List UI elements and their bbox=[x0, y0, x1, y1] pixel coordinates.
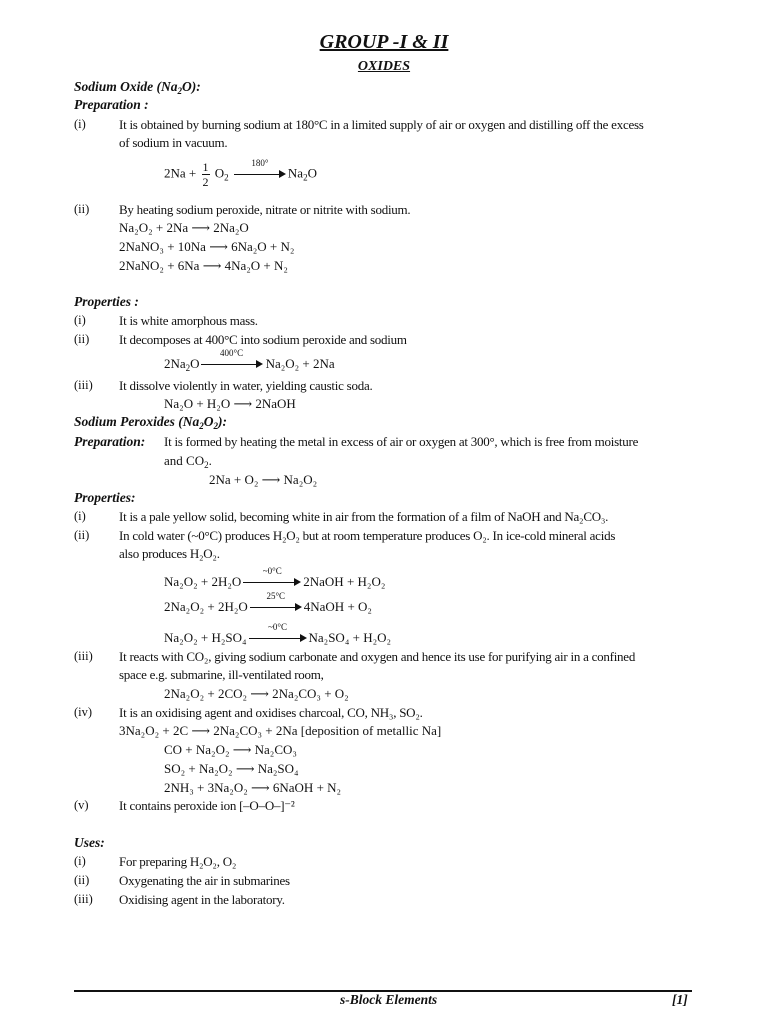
equation: 2NH₃ + 3Na₂O₂ ⟶ 6NaOH + N₂ bbox=[164, 780, 342, 795]
equation: Na₂O₂ + 2Na ⟶ 2Na₂O bbox=[119, 220, 249, 235]
list-number: (i) bbox=[74, 509, 86, 523]
paragraph: It contains peroxide ion [–O–O–]⁻² bbox=[119, 798, 295, 813]
list-number: (i) bbox=[74, 313, 86, 327]
paragraph: It is obtained by burning sodium at 180°C in a limited supply of air or oxygen and distilling off the excess bbox=[119, 117, 644, 132]
equation: Na₂O + H₂O ⟶ 2NaOH bbox=[164, 396, 296, 411]
paragraph: It reacts with CO₂, giving sodium carbonate and oxygen and hence its use for purifying air in a confined bbox=[119, 649, 636, 664]
uses-heading: Uses: bbox=[74, 835, 105, 850]
reaction-arrow: 400°C bbox=[201, 360, 263, 370]
paragraph: For preparing H₂O₂, O₂ bbox=[119, 854, 237, 869]
reaction-arrow: 180° bbox=[234, 170, 286, 180]
page-subtitle: OXIDES bbox=[357, 59, 411, 74]
paragraph: and $CO_2$. bbox=[164, 453, 212, 470]
equation: Na₂O₂ + H₂SO₄ ~0°C Na₂SO₄ + H₂O₂ bbox=[164, 622, 392, 645]
list-number: (iii) bbox=[74, 892, 93, 906]
footer-chapter: s-Block Elements bbox=[340, 992, 438, 1007]
equation: 2Na₂O₂ + 2CO₂ ⟶ 2Na₂CO₃ + O₂ bbox=[164, 686, 349, 701]
list-number: (ii) bbox=[74, 528, 90, 542]
properties-heading: Properties : bbox=[74, 294, 139, 309]
paragraph: of sodium in vacuum. bbox=[119, 135, 228, 150]
list-number: (iv) bbox=[74, 705, 93, 719]
equation: 2Na₂O₂ + 2H₂O 25°C 4NaOH + O₂ bbox=[164, 591, 372, 614]
reaction-arrow: ~0°C bbox=[249, 634, 307, 644]
equation: SO₂ + Na₂O₂ ⟶ Na₂SO₄ bbox=[164, 761, 299, 776]
list-number: (v) bbox=[74, 798, 89, 812]
equation: $2Na_2O$ 400°C Na₂O₂ + 2Na bbox=[164, 348, 335, 373]
paragraph: space e.g. submarine, ill-ventilated room, bbox=[119, 667, 324, 682]
list-number: (i) bbox=[74, 117, 86, 131]
paragraph: also produces H₂O₂. bbox=[119, 546, 220, 561]
paragraph: Oxygenating the air in submarines bbox=[119, 873, 290, 888]
page-title: GROUP -I & II bbox=[319, 31, 449, 53]
list-number: (ii) bbox=[74, 873, 90, 887]
paragraph: It dissolve violently in water, yielding caustic soda. bbox=[119, 378, 373, 393]
paragraph: Oxidising agent in the laboratory. bbox=[119, 892, 285, 907]
paragraph: It decomposes at 400°C into sodium peroxide and sodium bbox=[119, 332, 407, 347]
fraction: $\frac{1}{2}$ bbox=[202, 160, 209, 189]
list-number: (iii) bbox=[74, 378, 93, 392]
equation: 3Na₂O₂ + 2C ⟶ 2Na₂CO₃ + 2Na [deposition of metallic Na] bbox=[119, 723, 442, 738]
paragraph: In cold water (~0°C) produces H₂O₂ but at room temperature produces O₂. In ice-cold mineral acids bbox=[119, 528, 616, 543]
equation: 2NaNO₃ + 10Na ⟶ 6Na₂O + N₂ bbox=[119, 239, 295, 254]
paragraph: It is a pale yellow solid, becoming white in air from the formation of a film of NaOH and Na₂CO₃. bbox=[119, 509, 609, 524]
footer-page-number: [1] bbox=[672, 992, 688, 1007]
list-number: (i) bbox=[74, 854, 86, 868]
reaction-arrow: ~0°C bbox=[243, 578, 301, 588]
paragraph: It is an oxidising agent and oxidises charcoal, CO, NH₃, SO₂. bbox=[119, 705, 423, 720]
equation: 2NaNO₂ + 6Na ⟶ 4Na₂O + N₂ bbox=[119, 258, 288, 273]
section-heading-sodium-oxide: Sodium Oxide $(Na_2O)$: bbox=[74, 79, 201, 96]
equation: CO + Na₂O₂ ⟶ Na₂CO₃ bbox=[164, 742, 297, 757]
equation: 2Na + $\frac{1}{2}$ $O_2$ 180° $Na_2O$ bbox=[164, 157, 317, 189]
preparation-heading: Preparation : bbox=[74, 97, 149, 112]
equation: 2Na + O₂ ⟶ Na₂O₂ bbox=[209, 472, 318, 487]
list-number: (ii) bbox=[74, 332, 90, 346]
paragraph: By heating sodium peroxide, nitrate or nitrite with sodium. bbox=[119, 202, 411, 217]
section-heading-sodium-peroxide: Sodium Peroxides $(Na_2O_2)$: bbox=[74, 414, 228, 431]
properties-heading: Properties: bbox=[74, 490, 136, 505]
reaction-arrow: 25°C bbox=[250, 603, 302, 613]
preparation-heading: Preparation: bbox=[74, 434, 146, 449]
paragraph: It is formed by heating the metal in excess of air or oxygen at 300°, which is free from moisture bbox=[164, 434, 639, 449]
equation: Na₂O₂ + 2H₂O ~0°C 2NaOH + H₂O₂ bbox=[164, 566, 386, 589]
list-number: (ii) bbox=[74, 202, 90, 216]
paragraph: It is white amorphous mass. bbox=[119, 313, 258, 328]
list-number: (iii) bbox=[74, 649, 93, 663]
